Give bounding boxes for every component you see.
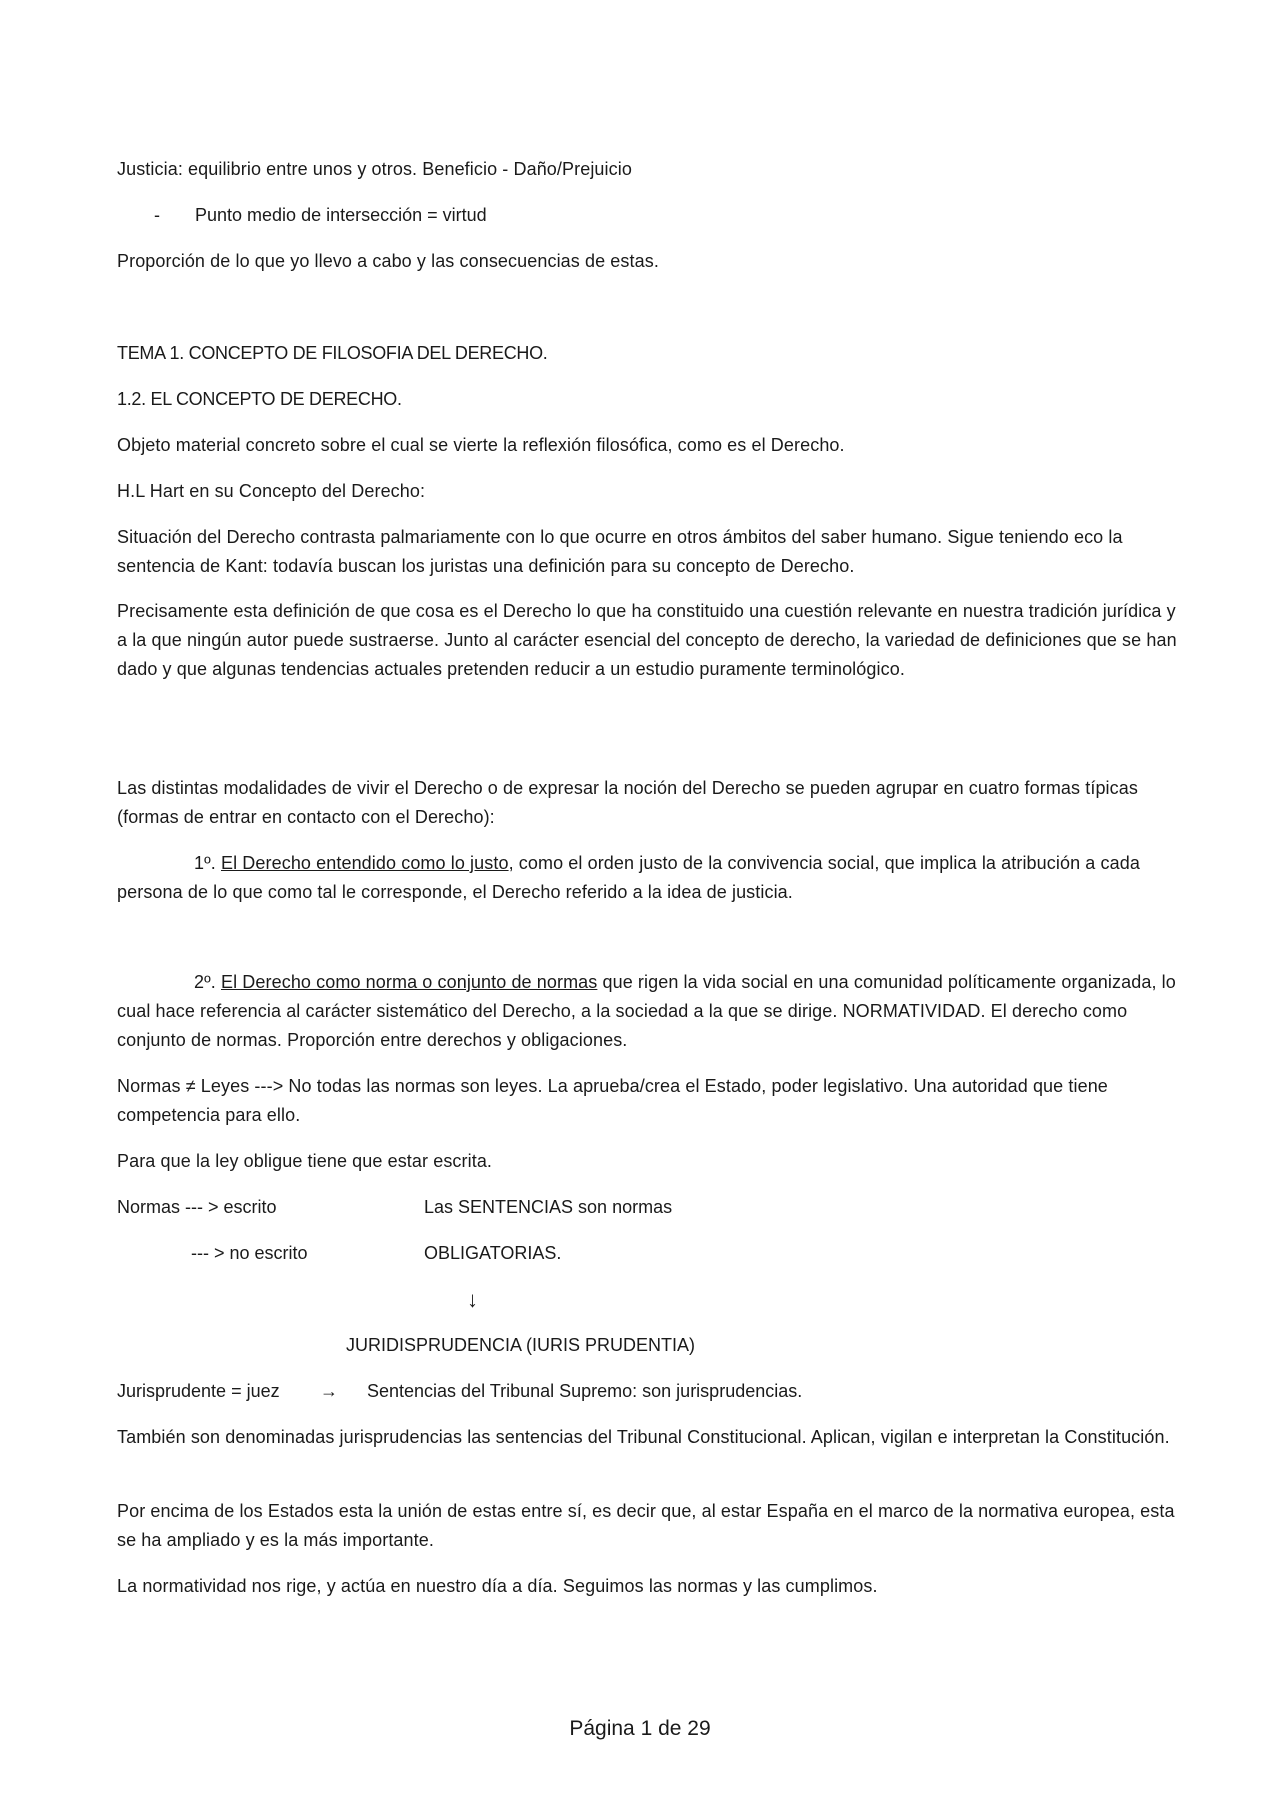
normas-escrito: Normas --- > escrito (117, 1197, 277, 1217)
paragraph: Situación del Derecho contrasta palmariamente con lo que ocurre en otros ámbitos del saber humano. Sigue teniendo eco la sentencia de Kant: todavía buscan los juristas una definición para su concepto de Derecho. (117, 527, 1123, 576)
paragraph: H.L Hart en su Concepto del Derecho: (117, 481, 426, 501)
paragraph: Las distintas modalidades de vivir el Derecho o de expresar la noción del Derecho se pueden agrupar en cuatro formas típicas (formas de entrar en contacto con el Derecho): (117, 778, 1138, 827)
paragraph: La normatividad nos rige, y actúa en nuestro día a día. Seguimos las normas y las cumplimos. (117, 1576, 878, 1596)
intro-line: Justicia: equilibrio entre unos y otros. Beneficio - Daño/Prejuicio (117, 159, 632, 179)
list-item-2 (117, 968, 1177, 1055)
item-number: 2º. (194, 972, 216, 992)
sentencias-line-2: OBLIGATORIAS. (424, 1243, 562, 1263)
paragraph: Por encima de los Estados esta la unión de estas entre sí, es decir que, al estar España en el marco de la normativa europea, esta se ha ampliado y es la más importante. (117, 1501, 1175, 1550)
jurisprudencia-label: JURIDISPRUDENCIA (IURIS PRUDENTIA) (346, 1335, 696, 1355)
sentencias-supremo: Sentencias del Tribunal Supremo: son jurisprudencias. (367, 1381, 803, 1401)
section-heading: 1.2. EL CONCEPTO DE DERECHO. (117, 389, 402, 409)
underlined-term: El Derecho entendido como lo justo (221, 853, 509, 873)
sentencias-line-1: Las SENTENCIAS son normas (424, 1197, 673, 1217)
paragraph: Objeto material concreto sobre el cual se vierte la reflexión filosófica, como es el Derecho. (117, 435, 845, 455)
paragraph: También son denominadas jurisprudencias las sentencias del Tribunal Constitucional. Aplican, vigilan e interpretan la Constitución. (117, 1427, 1170, 1447)
jurisprudente-label: Jurisprudente = juez (117, 1381, 280, 1401)
normas-no-escrito: --- > no escrito (191, 1243, 308, 1263)
page-number: Página 1 de 29 (569, 1717, 711, 1740)
item-number: 1º. (194, 853, 216, 873)
tema-heading: TEMA 1. CONCEPTO DE FILOSOFIA DEL DERECHO. (117, 343, 548, 363)
paragraph: Para que la ley obligue tiene que estar escrita. (117, 1151, 493, 1171)
bullet-dash: - (154, 205, 160, 225)
intro-line-2: Proporción de lo que yo llevo a cabo y las consecuencias de estas. (117, 251, 659, 271)
underlined-term: El Derecho como norma o conjunto de normas (221, 972, 598, 992)
list-item-1 (117, 849, 1177, 907)
down-arrow-icon: ↓ (467, 1287, 478, 1312)
item-text: , como el orden justo de la convivencia social, que implica la atribución a cada persona de lo que como tal le corresponde, el Derecho referido a la idea de justicia. (117, 853, 1140, 902)
paragraph: Precisamente esta definición de que cosa es el Derecho lo que ha constituido una cuestión relevante en nuestra tradición jurídica y a la que ningún autor puede sustraerse. Junto al carácter esencial del concepto de derecho, la variedad de definiciones que se han dado y que algunas tendencias actuales pretenden reducir a un estudio puramente terminológico. (117, 601, 1177, 679)
bullet-item: Punto medio de intersección = virtud (195, 205, 487, 225)
item-text: que rigen la vida social en una comunidad políticamente organizada, lo cual hace referencia al carácter sistemático del Derecho, a la sociedad a la que se dirige. NORMATIVIDAD. El derecho como conjunto de normas. Proporción entre derechos y obligaciones. (117, 972, 1176, 1050)
right-arrow-icon: → (320, 1381, 338, 1401)
paragraph: Normas ≠ Leyes ---> No todas las normas son leyes. La aprueba/crea el Estado, poder legislativo. Una autoridad que tiene competencia para ello. (117, 1076, 1108, 1125)
